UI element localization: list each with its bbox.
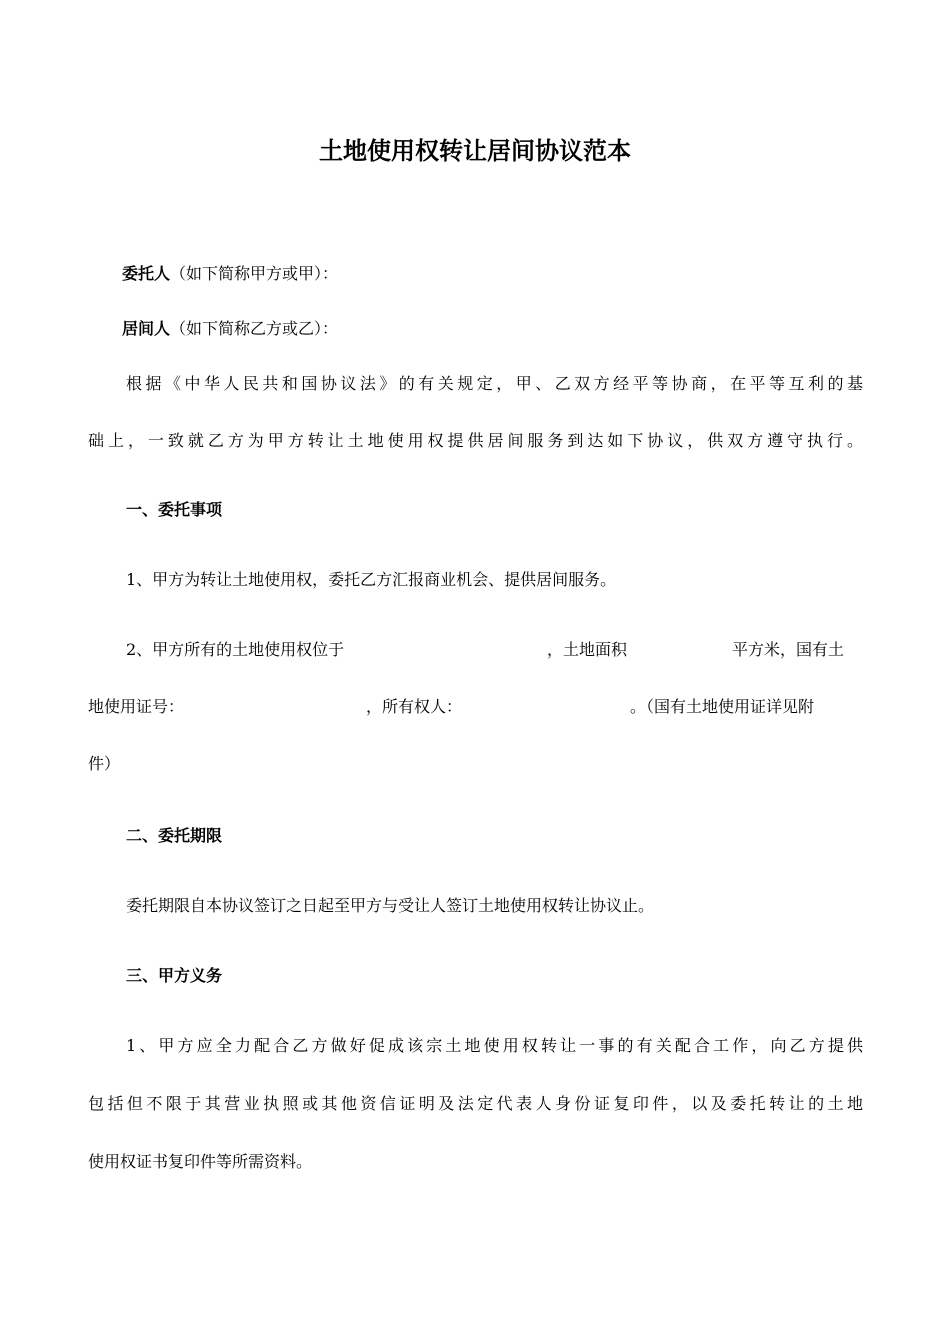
section-1-item-1: 1、甲方为转让土地使用权，委托乙方汇报商业机会、提供居间服务。	[126, 570, 617, 589]
item-2-owner-label: ，所有权人：	[366, 697, 463, 716]
section-3-item-1-line-3: 使用权证书复印件等所需资料。	[88, 1152, 313, 1171]
section-3-item-1-line-1: 1、甲方应全力配合乙方做好促成该宗土地使用权转让一事的有关配合工作，向乙方提供	[126, 1036, 863, 1055]
section-1-item-2-line-3: 件）	[88, 754, 121, 773]
intermediary-note: （如下简称乙方或乙）：	[170, 319, 339, 338]
intermediary-label: 居间人	[122, 319, 171, 338]
item-2-area-label: ，土地面积	[547, 640, 628, 659]
client-line	[122, 262, 863, 286]
intermediary-line	[122, 317, 863, 341]
document-title: 土地使用权转让居间协议范本	[319, 137, 631, 165]
item-2-location-label: 2、甲方所有的土地使用权位于	[126, 640, 345, 659]
client-note: （如下简称甲方或甲）：	[170, 264, 339, 283]
section-2-text: 委托期限自本协议签订之日起至甲方与受让人签订土地使用权转让协议止。	[126, 896, 655, 915]
section-3-heading: 三、甲方义务	[126, 966, 223, 985]
item-2-cert-no-label: 地使用证号：	[88, 697, 185, 716]
section-1-heading: 一、委托事项	[126, 500, 223, 519]
section-2-heading: 二、委托期限	[126, 826, 223, 845]
preamble-line-2: 础上，一致就乙方为甲方转让土地使用权提供居间服务到达如下协议，供双方遵守执行。	[88, 431, 863, 450]
preamble-line-1: 根据《中华人民共和国协议法》的有关规定，甲、乙双方经平等协商，在平等互利的基	[126, 374, 863, 393]
section-3-item-1-line-2: 包括但不限于其营业执照或其他资信证明及法定代表人身份证复印件，以及委托转让的土地	[88, 1094, 863, 1113]
section-1-item-2-line-1	[126, 638, 863, 662]
client-label: 委托人	[122, 264, 171, 283]
section-1-item-2-line-2	[88, 695, 863, 719]
item-2-attachment-note: 。（国有土地使用证详见附	[630, 697, 815, 716]
item-2-sqm-label: 平方米，国有土	[732, 640, 845, 659]
